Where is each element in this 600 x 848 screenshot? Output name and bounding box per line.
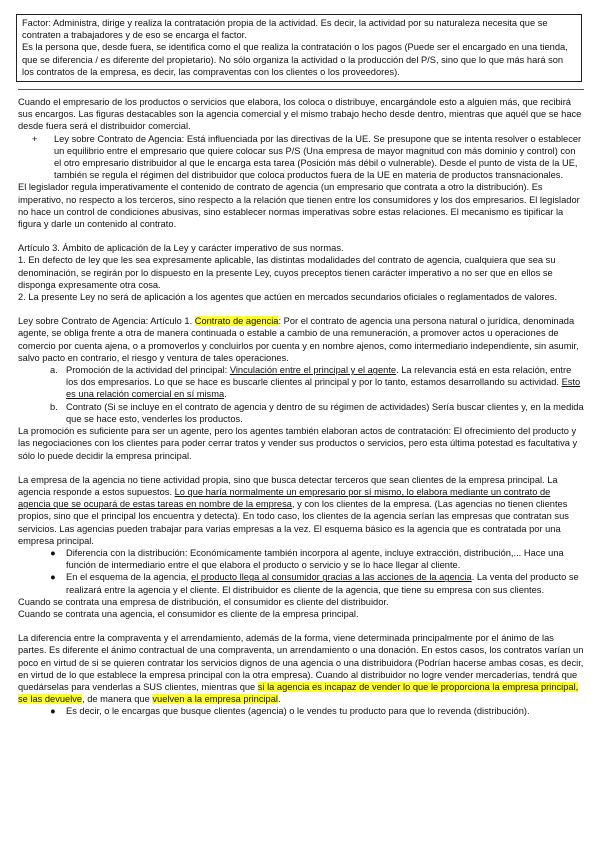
list-item: ● En el esquema de la agencia, el producto llega al consumidor gracias a las acciones de la agencia. La venta del producto se realizará entre la agencia y el cliente. El distribuidor es cliente de la agencia, que tiene su empresa con sus clientes. bbox=[50, 572, 579, 595]
article-3-title: Artículo 3. Ámbito de aplicación de la Ley y carácter imperativo de sus normas. bbox=[18, 243, 344, 254]
divider bbox=[18, 89, 584, 90]
highlight-devolucion: si la agencia es incapaz de vender lo que le proporciona la empresa principal, se las devuelve bbox=[18, 681, 579, 705]
factor-box bbox=[16, 14, 582, 82]
highlight-contrato-de-agencia: Contrato de agencia bbox=[194, 316, 279, 327]
spacer bbox=[18, 303, 584, 315]
article-3-point-2: 2. La presente Ley no será de aplicación a los agentes que actúen en mercados secundarios oficiales o reglamentados de valores. bbox=[18, 292, 558, 303]
list-item-b: b. Contrato (Si se incluye en el contrato de agencia y dentro de su régimen de actividades) Sería buscar clientes y, en la medida que se hace esto, venderles los productos. bbox=[50, 401, 584, 424]
compraventa-paragraph: La diferencia entre la compraventa y el arrendamiento, además de la forma, viene determinada principalmente por el ánimo de las partes. Es diferente el ánimo contractual de una compraventa, un arrendamiento o una donación. En estos casos, los contratos varían un poco en virtud de si se quieren contratar los servicios dignos de una agencia o una distribuidora (Podrían hacerse ambas cosas, es decir, en virtud de lo que establece la empresa principal con la otra empresa). Cuando al distribuidor no logre vender mercaderías, tendrá que quedárselas para venderlas a SUS clientes, mientras que si la agencia es incapaz de vender lo que le proporciona la empresa principal, se las devuelve, de manera que vuelven a la empresa principal. bbox=[18, 633, 584, 705]
factor-definition: Factor: Administra, dirige y realiza la contratación propia de la actividad. Es decir, la actividad por su naturaleza necesita que se contraten a trabajadores y de eso se encarga el factor. bbox=[22, 18, 548, 41]
spacer bbox=[18, 462, 584, 474]
highlight-vuelven: vuelven a la empresa principal bbox=[152, 694, 278, 705]
list-item: ● Diferencia con la distribución: Económicamente también incorpora al agente, incluye extracción, distribución,... Hace una función de intermediario entre el que elabora el producto o servicio y se lo hace llegar al cliente. bbox=[50, 547, 564, 571]
list-item: ● Es decir, o le encargas que busque clientes (agencia) o le vendes tu producto para que lo revenda (distribución). bbox=[50, 706, 530, 717]
distribucion-list bbox=[18, 547, 584, 596]
legislador-paragraph: El legislador regula imperativamente el contenido de contrato de agencia (un empresario que contrata a otro la distribución). Es imperativo, no respecto a los terceros, sino respecto a la relación que tienen entre los consumidores y los dos empresarios. El legislador no hace un control de condiciones abusivas, sino establecer normas imperativas sobre estas relaciones. El mecanismo es tipificar la figura y darle un contenido al contrato. bbox=[18, 182, 580, 230]
factor-explanation: Es la persona que, desde fuera, se identifica como el que realiza la contratación o los pagos (Puede ser el encargado en una tienda, que se diferencia / es diferente del propietario). No sólo organiza la actividad o la producción del P/S, sino que lo que más hará son los contratos de la empresa, es decir, las compraventas con los clientes o los proveedores). bbox=[22, 42, 568, 77]
article-1-paragraph: Ley sobre Contrato de Agencia: Artículo 1. Contrato de agencia: Por el contrato de agencia una persona natural o jurídica, denominada agente, se obliga frente a otra de manera continuada o estable a cambio de una remuneración, a promover actos u operaciones de comercio por cuenta ajena, o a promoverlos y concluirlos por cuenta y en nombre ajenos, como intermediario independiente, sin asumir, salvo pacto en contrario, el riesgo y ventura de tales operaciones. bbox=[18, 316, 579, 363]
summary-list bbox=[18, 705, 584, 717]
distribuidor-line: Cuando se contrata una empresa de distribución, el consumidor es cliente del distribuidor. bbox=[18, 596, 389, 607]
document-page bbox=[18, 14, 584, 718]
spacer bbox=[18, 230, 584, 242]
list-item-a: a. Promoción de la actividad del principal: Vinculación entre el principal y el agente. La relevancia está en esta relación, entre los dos empresarios. Lo que se hace es buscarle clientes al principal y por lo tanto, estamos desarrollando su actividad. Esto es una relación comercial en sí misma. bbox=[50, 365, 581, 400]
promocion-paragraph: La promoción es suficiente para ser un agente, pero los agentes también elaboran actos de contratación: El ofrecimiento del producto y las negociaciones con los clientes para poder cerrar tratos y vender sus productos o servicios, pero esta última potestad es facultativa y sólo lo puede decidir la empresa principal. bbox=[18, 426, 578, 461]
spacer bbox=[18, 620, 584, 632]
agencia-line: Cuando se contrata una agencia, el consumidor es cliente de la empresa principal. bbox=[18, 608, 359, 619]
ley-agencia-item: + Ley sobre Contrato de Agencia: Está influenciada por las directivas de la UE. Se presupone que se intenta resolver o establecer un equilibrio entre el empresario que quiere colocar sus P/S (Una empresa de mayor magnitud con más dominio y control) con el otro empresario distribuidor al que le encarga esta tarea (Posición más débil o vulnerable). Desde el punto de vista de la UE, también se regula el régimen del distribuidor que coloca productos fuera de la UE en materia de productos transnacionales. bbox=[18, 133, 584, 182]
agencia-paragraph: La empresa de la agencia no tiene actividad propia, sino que busca detectar terceros que sean clientes de la empresa principal. La agencia responde a estos supuestos. Lo que haría normalmente un empresario por sí mismo, lo elabora mediante un contrato de agencia que se ocupará de estas tareas en nombre de la empresa, y con los clientes de la empresa. (Las agencias no tienen clientes propios, sino que el principal los encuentra y detecta). En todo caso, los clientes de la agencia serían las empresas que contratan sus servicios. Las agencias pueden trabajar para varias empresas a la vez. El esquema básico es la agencia que es contratada por una empresa principal. bbox=[18, 474, 569, 546]
article-1-list bbox=[18, 364, 584, 425]
intro-paragraph: Cuando el empresario de los productos o servicios que elabora, los coloca o distribuye, encargándole esto a alguien más, que recibirá sus encargos. Las figuras destacables son la agencia comercial y el mismo trabajo hecho desde dentro, mientras que aquél que se hace desde fuera será el distribuidor comercial. bbox=[18, 97, 582, 132]
article-3-point-1: 1. En defecto de ley que les sea expresamente aplicable, las distintas modalidades del contrato de agencia, cualquiera que sea su denominación, se regirán por lo dispuesto en la presente Ley, cuyos preceptos tienen carácter imperativo a no ser que en ellos se disponga expresamente otra cosa. bbox=[18, 255, 556, 290]
